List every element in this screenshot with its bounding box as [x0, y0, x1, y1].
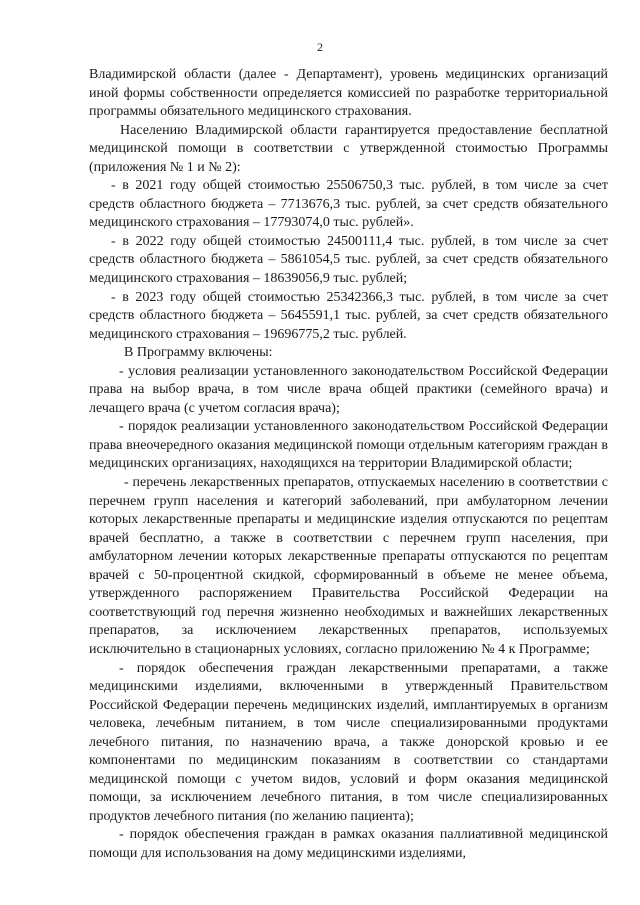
paragraph-program-includes: В Программу включены:: [124, 345, 273, 361]
paragraph-cost-2022: - в 2022 году общей стоимостью 24500111,4 тыс. рублей, в том числе за счет средств областного бюджета – 5861054,5 тыс. рублей, за счет средств обязательного медицинского страхования – 18639056,9 тыс. рублей;: [89, 233, 608, 287]
paragraph-department-continuation: Владимирской области (далее - Департамент), уровень медицинских организаций иной формы собственности определяется комиссией по разработке территориальной программы обязательного медицинского страхования.: [89, 67, 608, 120]
paragraph-drug-provision: - порядок обеспечения граждан лекарственными препаратами, а также медицинскими изделиями, включенными в утвержденный Правительством Российской Федерации перечень медицинских изделий, имплантируемых в организм человека, лечебным питанием, в том числе специализированными продуктами лечебного питания, по назначению врача, а также донорской кровью и ее компонентами по медицинским показаниям в соответствии со стандартами медицинской помощи с учетом видов, условий и форм оказания медицинской помощи, за исключением лечебного питания, в том числе специализированных продуктов лечебного питания (по желанию пациента);: [89, 660, 608, 824]
paragraph-cost-2023: - в 2023 году общей стоимостью 25342366,3 тыс. рублей, в том числе за счет средств областного бюджета – 5645591,1 тыс. рублей, за счет средств обязательного медицинского страхования – 19696775,2 тыс. рублей.: [89, 289, 608, 342]
paragraph-priority-care: - порядок реализации установленного законодательством Российской Федерации права внеочередного оказания медицинской помощи отдельным категориям граждан в медицинских организациях, находящихся на территории Владимирской области;: [89, 419, 608, 472]
page-number: 2: [317, 40, 323, 54]
paragraph-drug-list: - перечень лекарственных препаратов, отпускаемых населению в соответствии с перечнем групп населения и категорий заболеваний, при амбулаторном лечении которых лекарственные препараты и медицинские изделия отпускаются по рецептам врачей бесплатно, а также в соответствии с перечнем групп населения, при амбулаторном лечении которых лекарственные препараты отпускаются по рецептам врачей с 50-процентной скидкой, сформированный в объеме не менее объема, утвержденного распоряжением Правительства Российской Федерации на соответствующий год перечня жизненно необходимых и важнейших лекарственных препаратов, за исключением лекарственных препаратов, используемых исключительно в стационарных условиях, согласно приложению № 4 к Программе;: [89, 475, 608, 657]
document-body: [89, 66, 608, 864]
paragraph-choice-of-doctor: - условия реализации установленного законодательством Российской Федерации права на выбор врача, в том числе врача общей практики (семейного врача) и лечащего врача (с учетом согласия врача);: [89, 363, 608, 416]
paragraph-guarantee: Населению Владимирской области гарантируется предоставление бесплатной медицинской помощи в соответствии с утвержденной стоимостью Программы (приложения № 1 и № 2):: [89, 122, 608, 175]
paragraph-palliative-care: - порядок обеспечения граждан в рамках оказания паллиативной медицинской помощи для использования на дому медицинскими изделиями,: [89, 827, 608, 861]
paragraph-cost-2021: - в 2021 году общей стоимостью 25506750,3 тыс. рублей, в том числе за счет средств областного бюджета – 7713676,3 тыс. рублей, за счет средств обязательного медицинского страхования – 17793074,0 тыс. рублей».: [89, 178, 608, 231]
